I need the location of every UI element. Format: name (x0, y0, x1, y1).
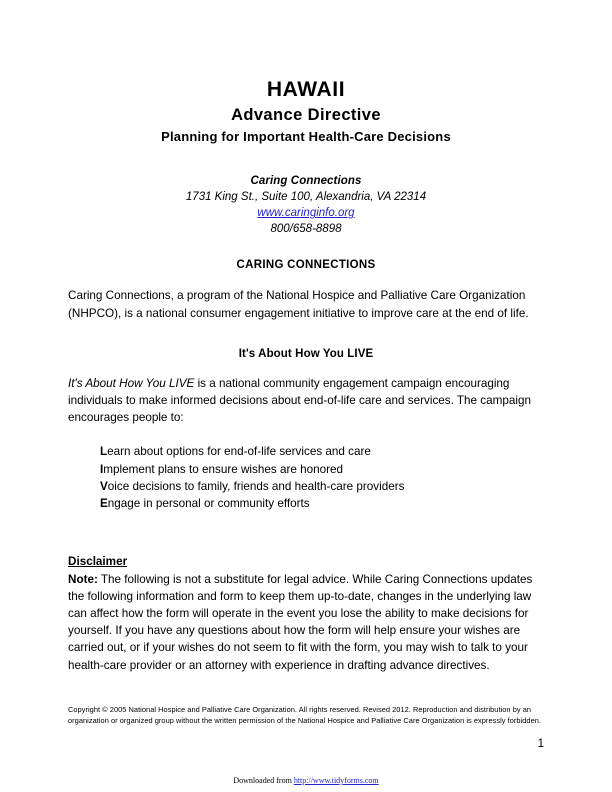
live-initial: L (100, 445, 108, 459)
disclaimer-heading: Disclaimer (68, 555, 128, 569)
list-item (100, 478, 544, 495)
footer-url-link[interactable]: http://www.tidyforms.com (293, 776, 379, 785)
list-item (100, 461, 544, 478)
contact-block (68, 173, 544, 237)
contact-organization: Caring Connections (250, 175, 362, 188)
footer-prefix: Downloaded from (233, 776, 294, 785)
live-item-text: earn about options for end-of-life services and care (107, 445, 371, 459)
contact-address: 1731 King St., Suite 100, Alexandria, VA 22314 (185, 191, 427, 204)
disclaimer-note-label: Note: (68, 572, 98, 586)
document-title: HAWAII (266, 78, 346, 101)
disclaimer-note-text: The following is not a substitute for legal advice. While Caring Connections updates the following information and form to keep them up-to-date, changes in the underlying law can affect how the form will operate in the event you lose the ability to make decisions for yourself. If you have any questions about how the form will help ensure your wishes are carried out, or if your wishes do not seem to fit with the form, you may wish to talk to your health-care provider or an attorney with experience in drafting advance directives. (68, 572, 533, 672)
paragraph-its-about-how-you-live (68, 375, 544, 427)
footer (0, 776, 612, 785)
title-block (68, 0, 544, 146)
document-content (68, 0, 544, 726)
paragraph-rest: is a national community engagement campaign encouraging individuals to make informed decisions about end-of-life care and services. The campaign encourages people to: (68, 376, 531, 425)
paragraph-italic-lead: It's About How You LIVE (68, 376, 195, 390)
contact-website-line (68, 205, 544, 221)
disclaimer-section (68, 554, 544, 673)
live-item-text: mplement plans to ensure wishes are honored (103, 462, 343, 476)
live-item-text: ngage in personal or community efforts (107, 497, 310, 511)
contact-website-link[interactable]: www.caringinfo.org (257, 207, 355, 220)
contact-phone: 800/658-8898 (270, 223, 342, 236)
list-item (100, 443, 544, 460)
copyright-notice: Copyright © 2005 National Hospice and Palliative Care Organization. All rights reserved. Revised 2012. Reproduction and distribution by an organization or organized group without the written permission of the National Hospice and Palliative Care Organization is expressly forbidden. (68, 704, 542, 725)
heading-its-about-how-you-live: It's About How You LIVE (238, 347, 374, 360)
heading-caring-connections: CARING CONNECTIONS (236, 259, 376, 272)
document-subtitle: Advance Directive (231, 105, 381, 124)
list-item (100, 495, 544, 512)
live-initial: E (100, 497, 108, 511)
live-acronym-list (100, 443, 544, 512)
document-tagline: Planning for Important Health-Care Decisions (161, 129, 451, 145)
paragraph-caring-connections: Caring Connections, a program of the National Hospice and Palliative Care Organization (NHPCO), is a national consumer engagement initiative to improve care at the end of life. (68, 289, 529, 320)
live-initial: V (100, 479, 108, 493)
live-item-text: oice decisions to family, friends and health-care providers (107, 479, 405, 493)
live-initial: I (100, 462, 104, 476)
disclaimer-body (68, 571, 544, 674)
page-number: 1 (537, 738, 544, 750)
